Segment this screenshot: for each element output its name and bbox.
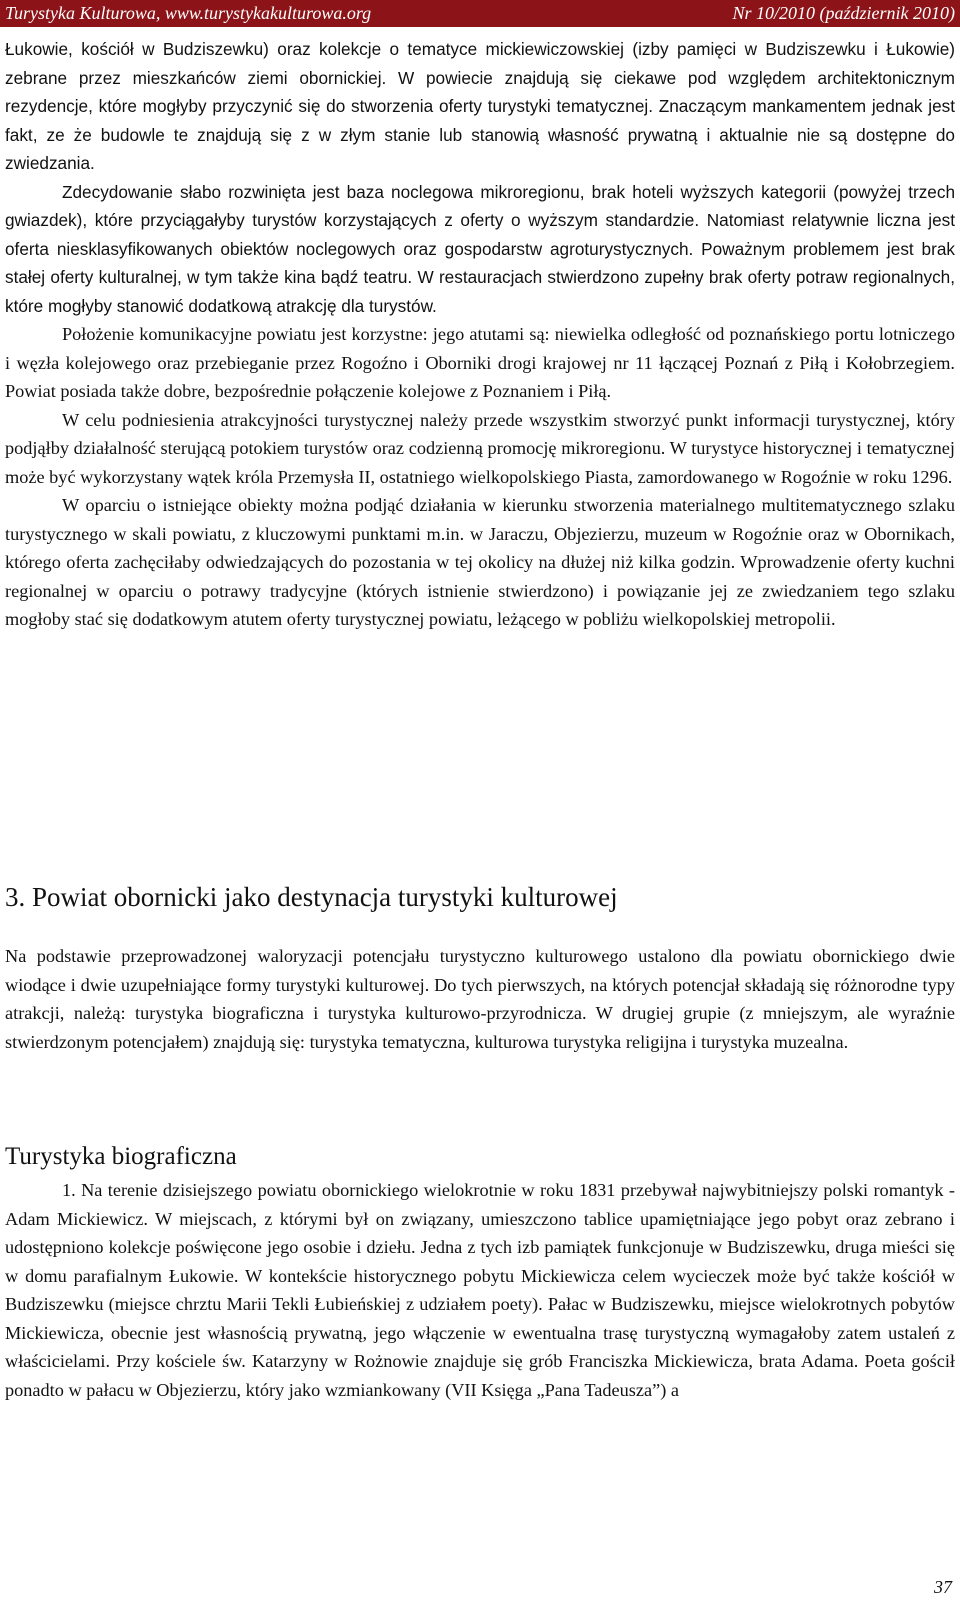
section-heading: 3. Powiat obornicki jako destynacja turystyki kulturowej [5, 882, 618, 912]
running-header [0, 0, 960, 27]
paragraph-information-point: W celu podniesienia atrakcyjności turystycznej należy przede wszystkim stworzyć punkt informacji turystycznej, który podjąłby działalność sterującą potokiem turystów oraz codzienną promocję mikroregionu. W turystyce historycznej i tematycznej może być wykorzystany wątek króla Przemysła II, ostatniego wielkopolskiego Piasta, zamordowanego w Rogoźnie w roku 1296. [5, 409, 955, 487]
paragraph-transport: Położenie komunikacyjne powiatu jest korzystne: jego atutami są: niewielka odległość od poznańskiego portu lotniczego i węzła kolejowego oraz przebieganie przez Rogoźno i Oborniki drogi krajowej nr 11 łączącej Poznań z Piłą i Kołobrzegiem. Powiat posiada także dobre, bezpośrednie połączenie kolejowe z Poznaniem i Piłą. [5, 324, 955, 401]
paragraph-attractions: Łukowie, kościół w Budziszewku) oraz kolekcje o tematyce mickiewiczowskiej (izby pamięci w Budziszewku i Łukowie) zebrane przez mieszkańców ziemi obornickiej. W powiecie znajdują się ciekawe pod względem architektonicznym rezydencje, które mogłyby przyczynić się do stworzenia oferty turystyki tematycznej. Znaczącym mankamentem jednak jest fakt, ze że budowle te znajdują się z w złym stanie lub stanowią własność prywatną i aktualnie nie są dostępne do zwiedzania. [5, 39, 955, 173]
subsection-heading: Turystyka biograficzna [5, 1143, 237, 1170]
paragraph-biographical: 1. Na terenie dzisiejszego powiatu obornickiego wielokrotnie w roku 1831 przebywał najwybitniejszy polski romantyk - Adam Mickiewicz. W miejscach, z którymi był on związany, umieszczono tablice upamiętniające jego pobyt oraz zebrano i udostępniono kolekcje poświęcone jego osobie i dziełu. Jedna z tych izb pamiątek funkcjonuje w Budziszewku, druga mieści się w domu parafialnym Łukowie. W kontekście historycznego pobytu Mickiewicza celem wycieczek może być także kościół w Budziszewku (miejsce chrztu Marii Tekli Łubieńskiej z udziałem poety). Pałac w Budziszewku, miejsce wielokrotnych pobytów Mickiewicza, obecnie jest własnością prywatną, jego włączenie w ewentualna trasę turystyczną wymagałoby zatem ustaleń z właścicielami. Przy kościele św. Katarzyny w Rożnowie znajduje się grób Franciszka Mickiewicza, brata Adama. Poeta gościł ponadto w pałacu w Objezierzu, który jako wzmiankowany (VII Księga „Pana Tadeusza”) a [5, 1180, 955, 1400]
paragraph-forms: Na podstawie przeprowadzonej waloryzacji potencjału turystyczno kulturowego ustalono dla powiatu obornickiego dwie wiodące i dwie uzupełniające formy turystyki kulturowej. Do tych pierwszych, na których potencjał składają się różnorodne typy atrakcji, należą: turystyka biograficzna i turystyka kulturowo-przyrodnicza. W drugiej grupie (z mniejszym, ale wyraźnie stwierdzonym potencjałem) znajdują się: turystyka tematyczna, kulturowa turystyka religijna i turystyka muzealna. [5, 946, 955, 1052]
paragraph-accommodation: Zdecydowanie słabo rozwinięta jest baza noclegowa mikroregionu, brak hoteli wyższych kategorii (powyżej trzech gwiazdek), które przyciągałyby turystów korzystających z oferty o wyższym standardzie. Natomiast relatywnie liczna jest oferta niesklasyfikowanych obiektów noclegowych oraz gospodarstw agroturystycznych. Poważnym problemem jest brak stałej oferty kulturalnej, w tym także kina bądź teatru. W restauracjach stwierdzono zupełny brak oferty potraw regionalnych, które mogłyby stanowić dodatkową atrakcję dla turystów. [5, 181, 955, 316]
issue-label: Nr 10/2010 (październik 2010) [732, 3, 955, 23]
paragraph-trail: W oparciu o istniejące obiekty można podjąć działania w kierunku stworzenia materialnego multitematycznego szlaku turystycznego w skali powiatu, z kluczowymi punktami m.in. w Jaraczu, Objezierzu, muzeum w Rogoźnie oraz w Obornikach, którego oferta zachęciłaby odwiedzających do pozostania w tej okolicy na dłużej niż kilka godzin. Wprowadzenie oferty kuchni regionalnej w oparciu o potrawy tradycyjne (których istnienie stwierdzono) i powiązanie jej ze zwiedzaniem tego szlaku mogłoby stać się dodatkowym atutem oferty turystycznej powiatu, leżącego w pobliżu wielkopolskiej metropolii. [5, 495, 955, 629]
journal-title: Turystyka Kulturowa, www.turystykakulturowa.org [5, 3, 372, 23]
body-top [5, 35, 955, 634]
page-number: 37 [934, 1577, 952, 1597]
